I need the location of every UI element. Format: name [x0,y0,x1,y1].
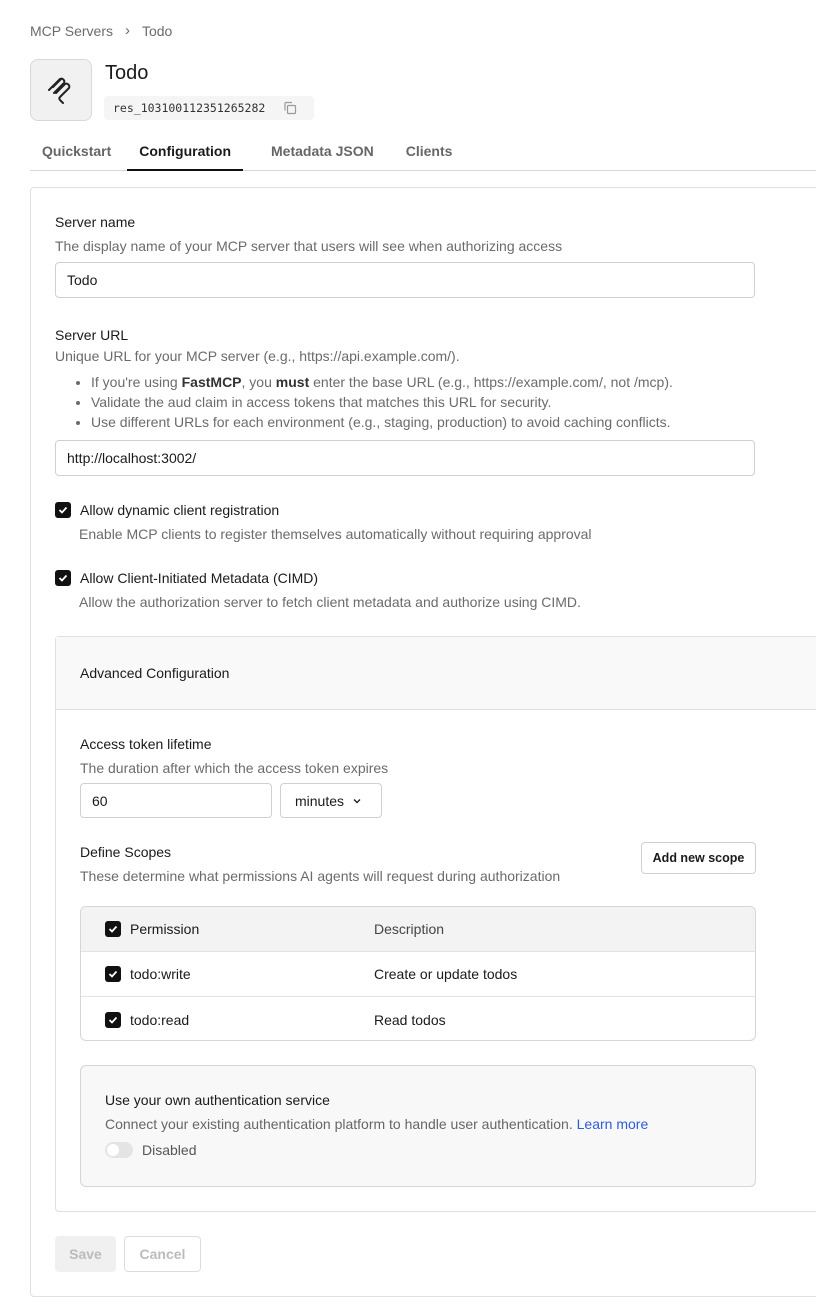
server-name-label: Server name [55,214,136,230]
cimd-label: Allow Client-Initiated Metadata (CIMD) [80,570,319,586]
scope-permission: todo:write [130,966,191,982]
server-name-description: The display name of your MCP server that users will see when authorizing access [55,238,563,254]
token-lifetime-label: Access token lifetime [80,736,212,752]
note-environments: • Use different URLs for each environment (e.g., staging, production) to avoid caching conflicts. [91,412,673,432]
checkbox-checked-icon[interactable] [55,502,71,518]
custom-auth-description-row [105,1116,731,1132]
custom-auth-toggle-row[interactable] [105,1142,731,1158]
breadcrumb [30,22,172,39]
toggle-label: Disabled [142,1142,197,1158]
advanced-configuration-header[interactable]: Advanced Configuration [56,637,816,710]
description-header: Description [374,921,445,937]
page-title: Todo [105,62,149,84]
breadcrumb-current: Todo [141,22,173,39]
tab-clients[interactable]: Clients [405,143,453,159]
table-row [81,952,755,997]
note-aud-claim: • Validate the aud claim in access tokens that matches this URL for security. [91,392,673,412]
server-logo [30,59,92,121]
cimd-description: Allow the authorization server to fetch client metadata and authorize using CIMD. [79,594,581,610]
scopes-description: These determine what permissions AI agents will request during authorization [80,868,561,884]
copy-icon[interactable] [283,101,297,115]
dcr-description: Enable MCP clients to register themselves automatically without requiring approval [79,526,592,542]
row-checkbox[interactable] [105,966,121,982]
add-scope-button[interactable]: Add new scope [641,842,756,874]
learn-more-link[interactable]: Learn more [576,1116,649,1132]
dcr-label: Allow dynamic client registration [80,502,280,518]
scope-description: Read todos [374,1011,446,1028]
table-row [81,997,755,1041]
chevron-right-icon: › [124,22,130,39]
custom-auth-panel [80,1065,756,1187]
scopes-label: Define Scopes [80,844,172,860]
permission-header: Permission [130,921,200,937]
breadcrumb-parent-link[interactable]: MCP Servers [30,22,113,39]
dcr-checkbox-row[interactable] [55,502,279,518]
chevron-down-icon [352,796,362,806]
server-name-input[interactable]: Todo [55,262,755,298]
tab-quickstart[interactable]: Quickstart [42,143,112,159]
token-lifetime-description: The duration after which the access token expires [80,760,389,776]
resource-id-chip [104,96,314,120]
save-button[interactable]: Save [55,1236,116,1272]
scope-permission: todo:read [130,1011,190,1028]
server-url-description: Unique URL for your MCP server (e.g., https://api.example.com/). [55,348,460,364]
resource-id: res_103100112351265282 [113,101,266,115]
row-checkbox[interactable] [105,1012,121,1028]
checkbox-checked-icon[interactable] [55,570,71,586]
select-all-checkbox[interactable] [105,921,121,937]
tab-metadata-json[interactable]: Metadata JSON [271,143,374,159]
custom-auth-toggle[interactable] [105,1142,133,1158]
token-lifetime-input[interactable]: 60 [80,783,272,818]
tab-bar [30,135,816,171]
note-fastmcp: • If you're using FastMCP, you must enter the base URL (e.g., https://example.com/, not /mcp). [91,372,673,392]
mcp-logo-icon [45,74,77,106]
token-unit-select[interactable] [280,783,382,818]
server-url-label: Server URL [55,327,129,343]
cimd-checkbox-row[interactable] [55,570,318,586]
token-unit-value: minutes [295,792,345,809]
scope-description: Create or update todos [374,966,518,982]
table-header [81,907,755,952]
server-url-input[interactable]: http://localhost:3002/ [55,440,755,476]
server-url-notes [55,372,673,432]
tab-configuration[interactable]: Configuration [127,135,243,171]
cancel-button[interactable]: Cancel [124,1236,201,1272]
custom-auth-description: Connect your existing authentication platform to handle user authentication. [105,1116,573,1132]
custom-auth-title: Use your own authentication service [105,1092,330,1108]
scopes-table [80,906,756,1041]
